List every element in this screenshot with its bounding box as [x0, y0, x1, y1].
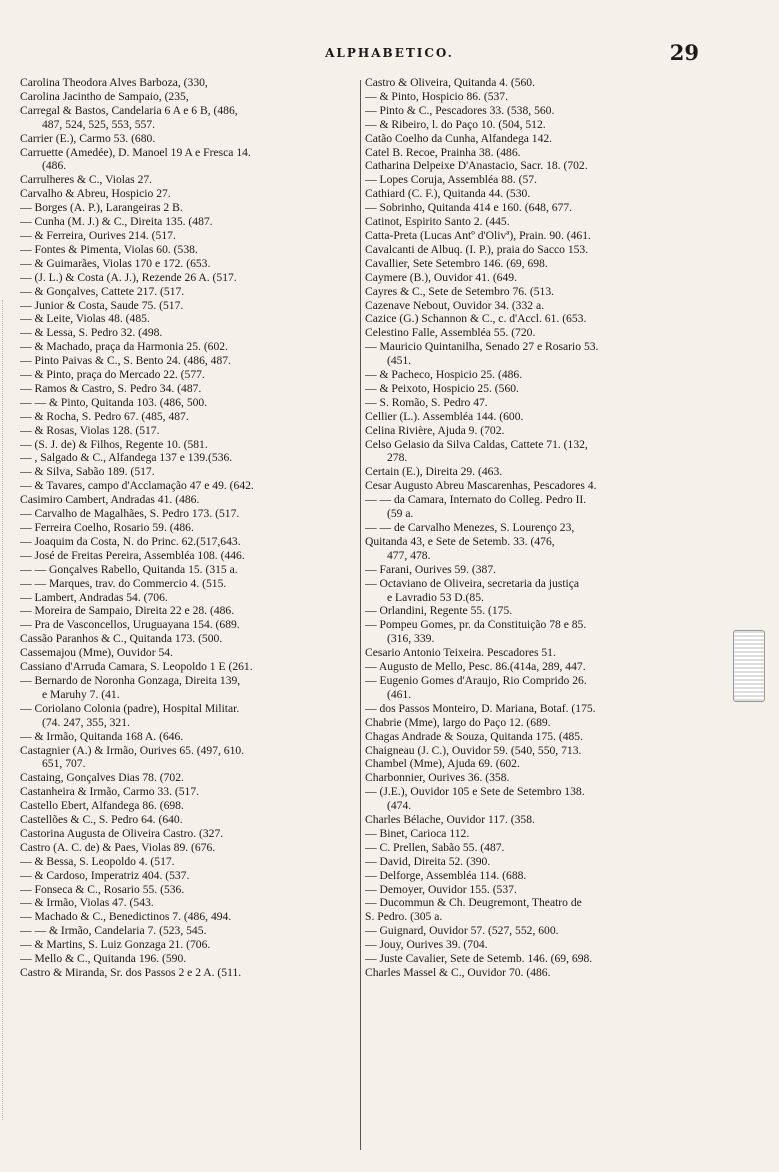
directory-entry: — — & Irmão, Candelaria 7. (523, 545.: [20, 924, 207, 938]
directory-entry: — Pinto Paivas & C., S. Bento 24. (486, 487.: [20, 354, 231, 368]
directory-entry: Carregal & Bastos, Candelaria 6 A e 6 B, (486,: [20, 103, 238, 117]
directory-entry: Chabrie (Mme), largo do Paço 12. (689.: [365, 715, 551, 729]
directory-entry: Charles Massel & C., Ouvidor 70. (486.: [365, 966, 551, 979]
directory-entry: (316, 339.: [387, 632, 435, 646]
directory-entry: — Augusto de Mello, Pesc. 86.(414a, 289, 447.: [365, 660, 586, 674]
left-column: [20, 76, 355, 980]
directory-entry: — & Pacheco, Hospicio 25. (486.: [365, 368, 523, 382]
directory-entry: 651, 707.: [42, 757, 86, 771]
directory-entry: — & Ferreira, Ourives 214. (517.: [20, 228, 176, 242]
directory-entry: — & Gonçalves, Cattete 217. (517.: [20, 284, 185, 298]
directory-entry: — Jouy, Ourives 39. (704.: [365, 938, 488, 952]
directory-entry: Carvalho & Abreu, Hospicio 27.: [20, 187, 171, 201]
directory-entry: (74. 247, 355, 321.: [42, 715, 130, 729]
page-number: 29: [669, 40, 699, 65]
directory-entry: — & Irmão, Violas 47. (543.: [20, 896, 154, 910]
directory-entry: Catharina Delpeixe D'Anastacio, Sacr. 18. (702.: [365, 159, 588, 173]
directory-entry: — Carvalho de Magalhães, S. Pedro 173. (517.: [20, 507, 240, 521]
directory-entry: — — da Camara, Internato do Colleg. Pedro II.: [365, 493, 587, 507]
directory-entry: — Mello & C., Quitanda 196. (590.: [20, 952, 187, 966]
directory-entry: Castagnier (A.) & Irmão, Ourives 65. (497, 610.: [20, 743, 245, 757]
directory-entry: — & Rosas, Violas 128. (517.: [20, 423, 160, 437]
directory-entry: — David, Direita 52. (390.: [365, 854, 491, 868]
directory-entry: Cavallier, Sete Setembro 146. (69, 698.: [365, 256, 548, 270]
directory-entry: e Lavradio 53 D.(85.: [387, 590, 484, 604]
directory-entry: — Coriolano Colonia (padre), Hospital Militar.: [20, 701, 240, 715]
directory-entry: — Ducommun & Ch. Deugremont, Theatro de: [365, 896, 582, 910]
directory-entry: (451.: [387, 354, 412, 368]
directory-entry: — Cunha (M. J.) & C., Direita 135. (487.: [20, 215, 213, 229]
directory-entry: Casimiro Cambert, Andradas 41. (486.: [20, 493, 200, 507]
directory-entry: Charbonnier, Ourives 36. (358.: [365, 771, 510, 785]
directory-entry: (461.: [387, 687, 412, 701]
directory-entry: Cassiano d'Arruda Camara, S. Leopoldo 1 E (261.: [20, 660, 253, 674]
directory-entry: — José de Freitas Pereira, Assembléa 108. (446.: [20, 548, 245, 562]
directory-entry: — (J. L.) & Costa (A. J.), Rezende 26 A. (517.: [20, 270, 237, 284]
directory-entry: — dos Passos Monteiro, D. Mariana, Botaf. (175.: [365, 701, 596, 715]
directory-entry: — — Marques, trav. do Commercio 4. (515.: [20, 576, 227, 590]
library-stamp: [733, 630, 765, 702]
directory-entry: Catão Coelho da Cunha, Alfandega 142.: [365, 131, 553, 145]
directory-entry: — C. Prellen, Sabão 55. (487.: [365, 840, 505, 854]
directory-entry: — Lambert, Andradas 54. (706.: [20, 590, 168, 604]
directory-entry: — Pra de Vasconcellos, Uruguayana 154. (689.: [20, 618, 240, 632]
directory-entry: — S. Romão, S. Pedro 47.: [365, 395, 488, 409]
directory-entry: — & Martins, S. Luiz Gonzaga 21. (706.: [20, 938, 211, 952]
directory-entry: — & Leite, Violas 48. (485.: [20, 312, 150, 326]
directory-entry: (486.: [42, 159, 67, 173]
directory-entry: — Binet, Carioca 112.: [365, 826, 470, 840]
directory-entry: — Guignard, Ouvidor 57. (527, 552, 600.: [365, 924, 559, 938]
directory-entry: Castro (A. C. de) & Paes, Violas 89. (676.: [20, 840, 216, 854]
directory-entry: Celina Rivière, Ajuda 9. (702.: [365, 423, 505, 437]
directory-entry: — & Rocha, S. Pedro 67. (485, 487.: [20, 409, 189, 423]
directory-entry: — Machado & C., Benedictinos 7. (486, 494.: [20, 910, 232, 924]
directory-entry: Cathiard (C. F.), Quitanda 44. (530.: [365, 187, 531, 201]
directory-entry: — Bernardo de Noronha Gonzaga, Direita 139,: [20, 673, 241, 687]
directory-entry: — Delforge, Assembléa 114. (688.: [365, 868, 527, 882]
directory-entry: — Farani, Ourives 59. (387.: [365, 562, 497, 576]
directory-entry: Castro & Miranda, Sr. dos Passos 2 e 2 A. (511.: [20, 966, 242, 979]
directory-entry: — & Pinto, praça do Mercado 22. (577.: [20, 368, 205, 382]
directory-entry: — & Cardoso, Imperatriz 404. (537.: [20, 868, 190, 882]
directory-entry: Chagas Andrade & Souza, Quitanda 175. (485.: [365, 729, 583, 743]
directory-entry: Carruette (Amedée), D. Manoel 19 A e Fresca 14.: [20, 145, 251, 159]
directory-columns: [20, 76, 700, 1156]
directory-entry: Chambel (Mme), Ajuda 69. (602.: [365, 757, 520, 771]
directory-entry: — Moreira de Sampaio, Direita 22 e 28. (486.: [20, 604, 235, 618]
directory-entry: — & Ribeiro, l. do Paço 10. (504, 512.: [365, 117, 546, 131]
directory-entry: — & Tavares, campo d'Acclamação 47 e 49. (642.: [20, 479, 254, 493]
directory-entry: Celso Gelasio da Silva Caldas, Cattete 71. (132,: [365, 437, 588, 451]
directory-entry: — Borges (A. P.), Larangeiras 2 B.: [20, 201, 183, 215]
directory-entry: — Pinto & C., Pescadores 33. (538, 560.: [365, 103, 555, 117]
directory-entry: Caymere (B.), Ouvidor 41. (649.: [365, 270, 517, 284]
directory-entry: — Juste Cavalier, Sete de Setemb. 146. (69, 698.: [365, 952, 593, 966]
directory-entry: Chaigneau (J. C.), Ouvidor 59. (540, 550, 713.: [365, 743, 582, 757]
directory-entry: — & Bessa, S. Leopoldo 4. (517.: [20, 854, 175, 868]
directory-entry: Catta-Preta (Lucas Antº d'Olivª), Prain. 90. (461.: [365, 228, 591, 242]
directory-entry: — — de Carvalho Menezes, S. Lourenço 23,: [365, 521, 575, 534]
directory-entry: — Fontes & Pimenta, Violas 60. (538.: [20, 242, 198, 256]
directory-entry: 477, 478.: [387, 548, 431, 562]
directory-entry: — (J.E.), Ouvidor 105 e Sete de Setembro 138.: [365, 785, 585, 799]
directory-entry: Celestino Falle, Assembléa 55. (720.: [365, 326, 536, 340]
directory-entry: — Ramos & Castro, S. Pedro 34. (487.: [20, 381, 202, 395]
directory-entry: — Pompeu Gomes, pr. da Constituição 78 e 85.: [365, 618, 587, 632]
directory-entry: 487, 524, 525, 553, 557.: [42, 117, 156, 131]
directory-entry: Cesar Augusto Abreu Mascarenhas, Pescadores 4.: [365, 479, 597, 493]
directory-entry: — & Silva, Sabão 189. (517.: [20, 465, 155, 479]
directory-entry: Catinot, Espirito Santo 2. (445.: [365, 215, 510, 229]
directory-entry: — — Gonçalves Rabello, Quitanda 15. (315 a.: [20, 562, 238, 576]
directory-entry: Cellier (L.). Assembléa 144. (600.: [365, 409, 524, 423]
directory-entry: — & Lessa, S. Pedro 32. (498.: [20, 326, 163, 340]
directory-entry: Carolina Jacintho de Sampaio, (235,: [20, 89, 189, 103]
directory-entry: — Octaviano de Oliveira, secretaria da justiça: [365, 576, 580, 590]
directory-entry: Cassão Paranhos & C., Quitanda 173. (500.: [20, 632, 223, 646]
directory-entry: Cayres & C., Sete de Setembro 76. (513.: [365, 284, 555, 298]
directory-entry: Castellões & C., S. Pedro 64. (640.: [20, 813, 183, 827]
directory-entry: — (S. J. de) & Filhos, Regente 10. (581.: [20, 437, 208, 451]
directory-entry: — & Irmão, Quitanda 168 A. (646.: [20, 729, 184, 743]
directory-entry: Castaing, Gonçalves Dias 78. (702.: [20, 771, 184, 785]
directory-entry: (474.: [387, 799, 412, 813]
directory-entry: — Fonseca & C., Rosario 55. (536.: [20, 882, 185, 896]
directory-entry: Cassemajou (Mme), Ouvidor 54.: [20, 646, 173, 660]
directory-entry: — Ferreira Coelho, Rosario 59. (486.: [20, 521, 194, 534]
directory-entry: Carolina Theodora Alves Barboza, (330,: [20, 76, 208, 89]
directory-entry: Castro & Oliveira, Quitanda 4. (560.: [365, 76, 536, 89]
directory-entry: Quitanda 43, e Sete de Setemb. 33. (476,: [365, 534, 555, 548]
directory-entry: — & Peixoto, Hospicio 25. (560.: [365, 381, 519, 395]
directory-entry: Carrulheres & C., Violas 27.: [20, 173, 153, 187]
directory-entry: — Mauricio Quintanilha, Senado 27 e Rosario 53.: [365, 340, 599, 354]
directory-entry: Castanheira & Irmão, Carmo 33. (517.: [20, 785, 200, 799]
directory-entry: — Eugenio Gomes d'Araujo, Rio Comprido 26.: [365, 673, 587, 687]
directory-entry: — Lopes Coruja, Assembléa 88. (57.: [365, 173, 537, 187]
binding-margin: [2, 300, 11, 1120]
directory-entry: — — & Pinto, Quitanda 103. (486, 500.: [20, 395, 208, 409]
directory-entry: — & Pinto, Hospicio 86. (537.: [365, 89, 508, 103]
directory-entry: (59 a.: [387, 507, 414, 521]
directory-entry: Castello Ebert, Alfandega 86. (698.: [20, 799, 184, 813]
directory-entry: S. Pedro. (305 a.: [365, 910, 443, 924]
directory-entry: Certain (E.), Direita 29. (463.: [365, 465, 503, 479]
column-divider: [360, 80, 361, 1150]
directory-entry: e Maruhy 7. (41.: [42, 687, 120, 701]
right-column: [365, 76, 700, 980]
directory-entry: — Demoyer, Ouvidor 155. (537.: [365, 882, 517, 896]
directory-entry: Cazice (G.) Schannon & C., c. d'Accl. 61. (653.: [365, 312, 587, 326]
directory-entry: — Orlandini, Regente 55. (175.: [365, 604, 513, 618]
directory-entry: Carrier (E.), Carmo 53. (680.: [20, 131, 156, 145]
directory-entry: 278.: [387, 451, 408, 465]
page-title: ALPHABETICO.: [325, 46, 454, 60]
directory-entry: Castorina Augusta de Oliveira Castro. (327.: [20, 826, 224, 840]
directory-entry: Cesario Antonio Teixeira. Pescadores 51.: [365, 646, 556, 660]
page-header: [0, 40, 779, 76]
directory-entry: Charles Bélache, Ouvidor 117. (358.: [365, 813, 535, 827]
directory-entry: Cazenave Nebout, Ouvidor 34. (332 a.: [365, 298, 545, 312]
directory-entry: Catel B. Recoe, Prainha 38. (486.: [365, 145, 521, 159]
directory-entry: — Sobrinho, Quitanda 414 e 160. (648, 677.: [365, 201, 573, 215]
directory-entry: — Joaquim da Costa, N. do Princ. 62.(517,643.: [20, 534, 241, 548]
directory-entry: Cavalcanti de Albuq. (I. P.), praia do Sacco 153.: [365, 242, 589, 256]
directory-entry: — , Salgado & C., Alfandega 137 e 139.(536.: [20, 451, 233, 465]
directory-entry: — & Guimarães, Violas 170 e 172. (653.: [20, 256, 211, 270]
directory-entry: — & Machado, praça da Harmonia 25. (602.: [20, 340, 228, 354]
directory-entry: — Junior & Costa, Saude 75. (517.: [20, 298, 184, 312]
